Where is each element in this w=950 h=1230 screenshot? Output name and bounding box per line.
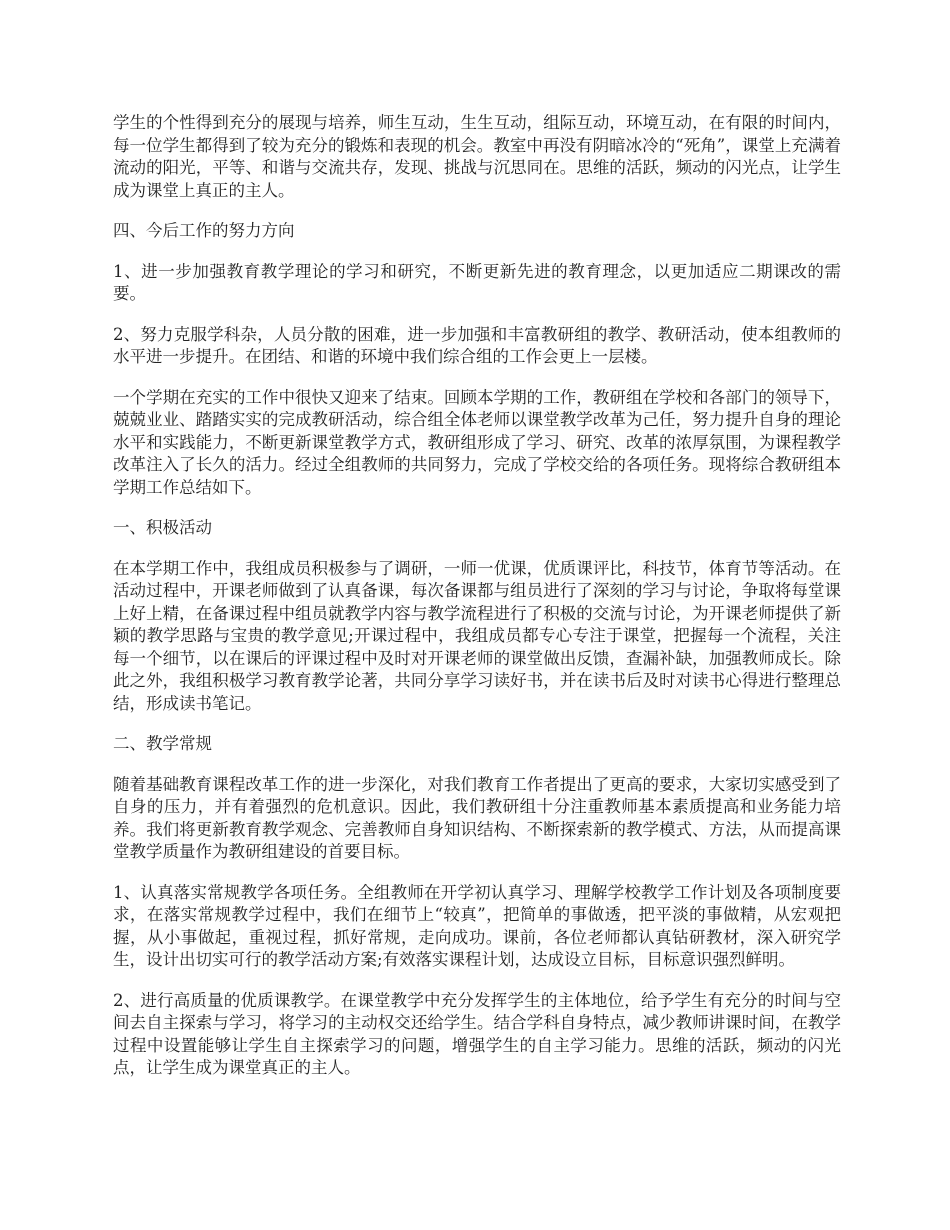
paragraph-routine-1: 1、认真落实常规教学各项任务。全组教师在开学初认真学习、理解学校教学工作计划及各项制度要求，在落实常规教学过程中，我们在细节上“较真”，把简单的事做透，把平淡的事做精，从宏观把握，从小事做起，重视过程，抓好常规，走向成功。课前，各位老师都认真钻研教材，深入研究学生，设计出切实可行的教学活动方案;有效落实课程计划，达成设立目标，目标意识强烈鲜明。 (113, 882, 841, 969)
paragraph-classroom-interaction: 学生的个性得到充分的展现与培养，师生互动，生生互动，组际互动，环境互动，在有限的时间内，每一位学生都得到了较为充分的锻炼和表现的机会。教室中再没有阴暗冰冷的“死角”，课堂上充满着流动的阳光，平等、和谐与交流共存，发现、挑战与沉思同在。思维的活跃，频动的闪光点，让学生成为课堂上真正的主人。 (113, 113, 841, 200)
paragraph-future-2: 2、努力克服学科杂，人员分散的困难，进一步加强和丰富教研组的教学、教研活动，使本组教师的水平进一步提升。在团结、和谐的环境中我们综合组的工作会更上一层楼。 (113, 324, 841, 366)
paragraph-routine-2: 2、进行高质量的优质课教学。在课堂教学中充分发挥学生的主体地位，给予学生有充分的时间与空间去自主探索与学习，将学习的主动权交还给学生。结合学科自身特点，减少教师讲课时间，在教学过程中设置能够让学生自主探索学习的问题，增强学生的自主学习能力。思维的活跃，频动的闪光点，让学生成为课堂真正的主人。 (113, 990, 841, 1077)
paragraph-curriculum-reform: 随着基础教育课程改革工作的进一步深化，对我们教育工作者提出了更高的要求，大家切实感受到了自身的压力，并有着强烈的危机意识。因此，我们教研组十分注重教师基本素质提高和业务能力培养。我们将更新教育教学观念、完善教师自身知识结构、不断探索新的教学模式、方法，从而提高课堂教学质量作为教研组建设的首要目标。 (113, 774, 841, 861)
document-page (113, 112, 841, 1098)
paragraph-future-1: 1、进一步加强教育教学理论的学习和研究，不断更新先进的教育理念，以更加适应二期课改的需要。 (113, 261, 841, 303)
paragraph-semester-summary: 一个学期在充实的工作中很快又迎来了结束。回顾本学期的工作，教研组在学校和各部门的领导下，兢兢业业、踏踏实实的完成教研活动，综合组全体老师以课堂教学改革为己任，努力提升自身的理论水平和实践能力，不断更新课堂教学方式，教研组形成了学习、研究、改革的浓厚氛围，为课程教学改革注入了长久的活力。经过全组教师的共同努力，完成了学校交给的各项任务。现将综合教研组本学期工作总结如下。 (113, 387, 841, 497)
heading-future-direction: 四、今后工作的努力方向 (113, 221, 295, 240)
paragraph-activities: 在本学期工作中，我组成员积极参与了调研，一师一优课，优质课评比，科技节，体育节等活动。在活动过程中，开课老师做到了认真备课，每次备课都与组员进行了深刻的学习与讨论，争取将每堂课上好上精，在备课过程中组员就教学内容与教学流程进行了积极的交流与讨论，为开课老师提供了新颖的教学思路与宝贵的教学意见;开课过程中，我组成员都专心专注于课堂，把握每一个流程，关注每一个细节，以在课后的评课过程中及时对开课老师的课堂做出反馈，查漏补缺，加强教师成长。除此之外，我组积极学习教育教学论著，共同分享学习读好书，并在读书后及时对读书心得进行整理总结，形成读书笔记。 (113, 558, 841, 713)
heading-teaching-routine: 二、教学常规 (113, 734, 212, 753)
heading-active-activities: 一、积极活动 (113, 518, 212, 537)
